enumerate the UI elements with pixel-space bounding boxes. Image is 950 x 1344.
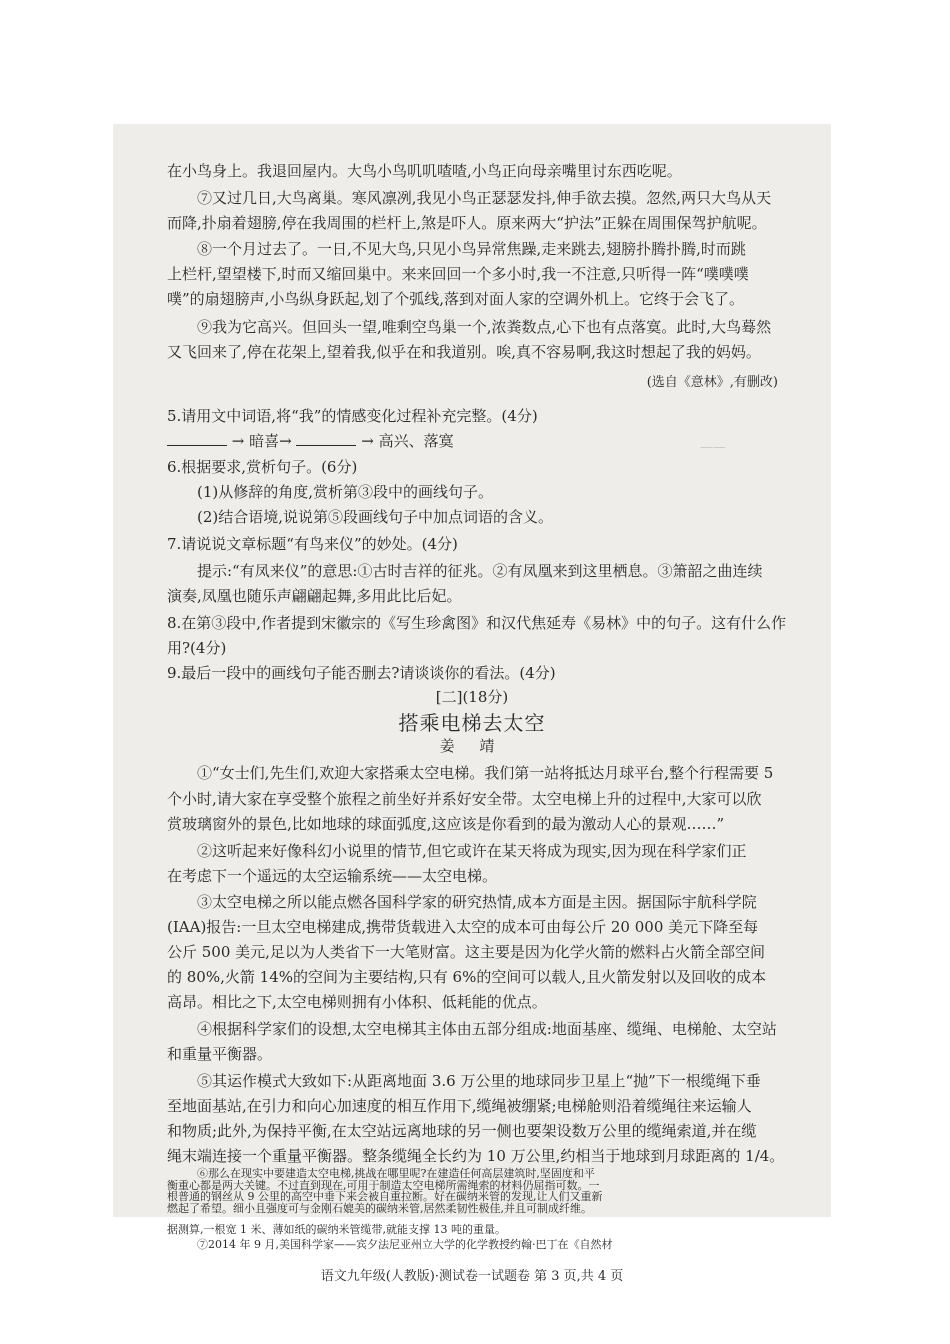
question-6-part-1: (1)从修辞的角度,赏析第③段中的画线句子。 — [197, 483, 494, 501]
question-7-hint-2: 演奏,凤凰也随乐声翩翩起舞,多用此比后妃。 — [167, 587, 462, 605]
article-p1-line2: 个小时,请大家在享受整个旅程之前坐好并系好安全带。太空电梯上升的过程中,大家可以欣 — [167, 790, 762, 808]
article-p4-line2: 和重量平衡器。 — [167, 1045, 273, 1063]
article-p5-line3: 和物质;此外,为保持平衡,在太空站远离地球的另一侧也要架设数万公里的缆绳索道,并在缆 — [167, 1122, 757, 1140]
article-p3-line3: 公斤 500 美元,足以为人类省下一大笔财富。这主要是因为化学火箭的燃料占火箭全部空间 — [167, 943, 765, 961]
question-7-hint-1: 提示:“有凤来仪”的意思:①古时吉祥的征兆。②有凤凰来到这里栖息。③箫韶之曲连续 — [197, 562, 763, 580]
question-5-chain — [167, 430, 454, 451]
question-8-line2: 用?(4分) — [167, 639, 227, 657]
article-p7-line1: ⑦2014 年 9 月,美国科学家——宾夕法尼亚州立大学的化学教授约翰·巴丁在《自然材 — [197, 1238, 613, 1251]
article-p1-line1: ①“女士们,先生们,欢迎大家搭乘太空电梯。我们第一站将抵达月球平台,整个行程需要 5 — [197, 764, 774, 782]
article-p3-line4: 的 80%,火箭 14%的空间为主要结构,只有 6%的空间可以载人,且火箭发射以及回收的成本 — [167, 968, 767, 986]
article-p6-p7-block — [167, 1168, 797, 1214]
story-paragraph-end: 在小鸟身上。我退回屋内。大鸟小鸟叽叽喳喳,小鸟正向母亲嘴里讨东西吃呢。 — [167, 162, 682, 180]
question-6-part-2: (2)结合语境,说说第⑤段画线句子中加点词语的含义。 — [197, 508, 554, 526]
story-p8-line3: 噗”的扇翅膀声,小鸟纵身跃起,划了个弧线,落到对面人家的空调外机上。它终于会飞了。 — [167, 290, 744, 308]
section-heading: [二](18分) — [435, 688, 509, 706]
question-7: 7.请说说文章标题“有鸟来仪”的妙处。(4分) — [167, 535, 458, 553]
article-p2-line1: ②这听起来好像科幻小说里的情节,但它或许在某天将成为现实,因为现在科学家们正 — [197, 842, 747, 860]
article-p6-line5: 据测算,一根宽 1 米、薄如纸的碳纳米管缆带,就能支撑 13 吨的重量。 — [167, 1223, 506, 1236]
article-author: 姜 靖 — [439, 737, 505, 755]
article-p1-line3: 赏玻璃窗外的景色,比如地球的球面弧度,这应该是你看到的最为激动人心的景观……” — [167, 815, 725, 833]
story-p9-line1: ⑨我为它高兴。但回头一望,唯剩空鸟巢一个,浓粪数点,心下也有点落寞。此时,大鸟蓦然 — [197, 318, 772, 336]
question-9: 9.最后一段中的画线句子能否删去?请谈谈你的看法。(4分) — [167, 664, 556, 682]
story-p7-line2: 而降,扑扇着翅膀,停在我周围的栏杆上,煞是吓人。原来两大“护法”正躲在周围保驾护航呢。 — [167, 214, 767, 232]
article-p5-line4: 绳末端连接一个重量平衡器。整条缆绳全长约为 10 万公里,约相当于地球到月球距离的 1/4。 — [167, 1147, 785, 1165]
page-footer: 语文九年级(人教版)·测试卷一试题卷 第 3 页,共 4 页 — [320, 1269, 624, 1284]
article-p3-line1: ③太空电梯之所以能点燃各国科学家的研究热情,成本方面是主因。据国际宇航科学院 — [197, 893, 757, 911]
article-p6-line1: ⑥那么在现实中要建造太空电梯,挑战在哪里呢?在建造任何高层建筑时,坚固度和平 — [197, 1167, 595, 1180]
story-p8-line1: ⑧一个月过去了。一日,不见大鸟,只见小鸟异常焦躁,走来跳去,翅膀扑腾扑腾,时而跳 — [197, 240, 746, 258]
story-p7-line1: ⑦又过几日,大鸟离巢。寒风凛冽,我见小鸟正瑟瑟发抖,伸手欲去摸。忽然,两只大鸟从天 — [197, 189, 772, 207]
article-p6-line4: 燃起了希望。细小且强度可与金刚石媲美的碳纳米管,居然柔韧性极佳,并且可制成纤维。 — [167, 1201, 592, 1215]
story-p9-line2: 又飞回来了,停在花架上,望着我,似乎在和我道别。唉,真不容易啊,我这时想起了我的妈妈。 — [167, 343, 761, 361]
chain-part-1: → 暗喜→ — [231, 432, 292, 450]
article-p3-line2: (IAA)报告:一旦太空电梯建成,携带货载进入太空的成本可由每公斤 20 000 美元下降至每 — [167, 918, 759, 936]
article-title: 搭乘电梯去太空 — [398, 711, 546, 735]
story-p8-line2: 上栏杆,望望楼下,时而又缩回巢中。来来回回一个多小时,我一不注意,只听得一阵“噗噗噗 — [167, 265, 749, 283]
question-8-line1: 8.在第③段中,作者提到宋徽宗的《写生珍禽图》和汉代焦延寿《易林》中的句子。这有什么作 — [167, 614, 787, 632]
article-p5-line2: 至地面基站,在引力和向心加速度的相互作用下,缆绳被绷紧;电梯舱则沿着缆绳往来运输人 — [167, 1097, 752, 1115]
question-5: 5.请用文中词语,将“我”的情感变化过程补充完整。(4分) — [167, 407, 538, 425]
bleed-through-text: —— — [700, 440, 726, 455]
question-6: 6.根据要求,赏析句子。(6分) — [167, 458, 358, 476]
article-p2-line2: 在考虑下一个遥远的太空运输系统——太空电梯。 — [167, 867, 498, 885]
answer-blank-1[interactable] — [167, 433, 227, 446]
story-source: (选自《意林》,有删改) — [646, 375, 778, 390]
answer-blank-2[interactable] — [296, 433, 356, 446]
article-p6-line3: 根普通的钢丝从 9 公里的高空中垂下来会被自重拉断。好在碳纳米管的发现,让人们又重新 — [167, 1190, 603, 1204]
article-p3-line5: 高昂。相比之下,太空电梯则拥有小体积、低耗能的优点。 — [167, 993, 547, 1011]
article-p6-line2: 衡重心都是两大关键。不过直到现在,可用于制造太空电梯所需绳索的材料仍屈指可数。一 — [167, 1178, 600, 1192]
chain-part-2: → 高兴、落寞 — [361, 432, 454, 450]
article-p4-line1: ④根据科学家们的设想,太空电梯其主体由五部分组成:地面基座、缆绳、电梯舱、太空站 — [197, 1020, 777, 1038]
article-p5-line1: ⑤其运作模式大致如下:从距离地面 3.6 万公里的地球同步卫星上“抛”下一根缆绳下垂 — [197, 1072, 761, 1090]
